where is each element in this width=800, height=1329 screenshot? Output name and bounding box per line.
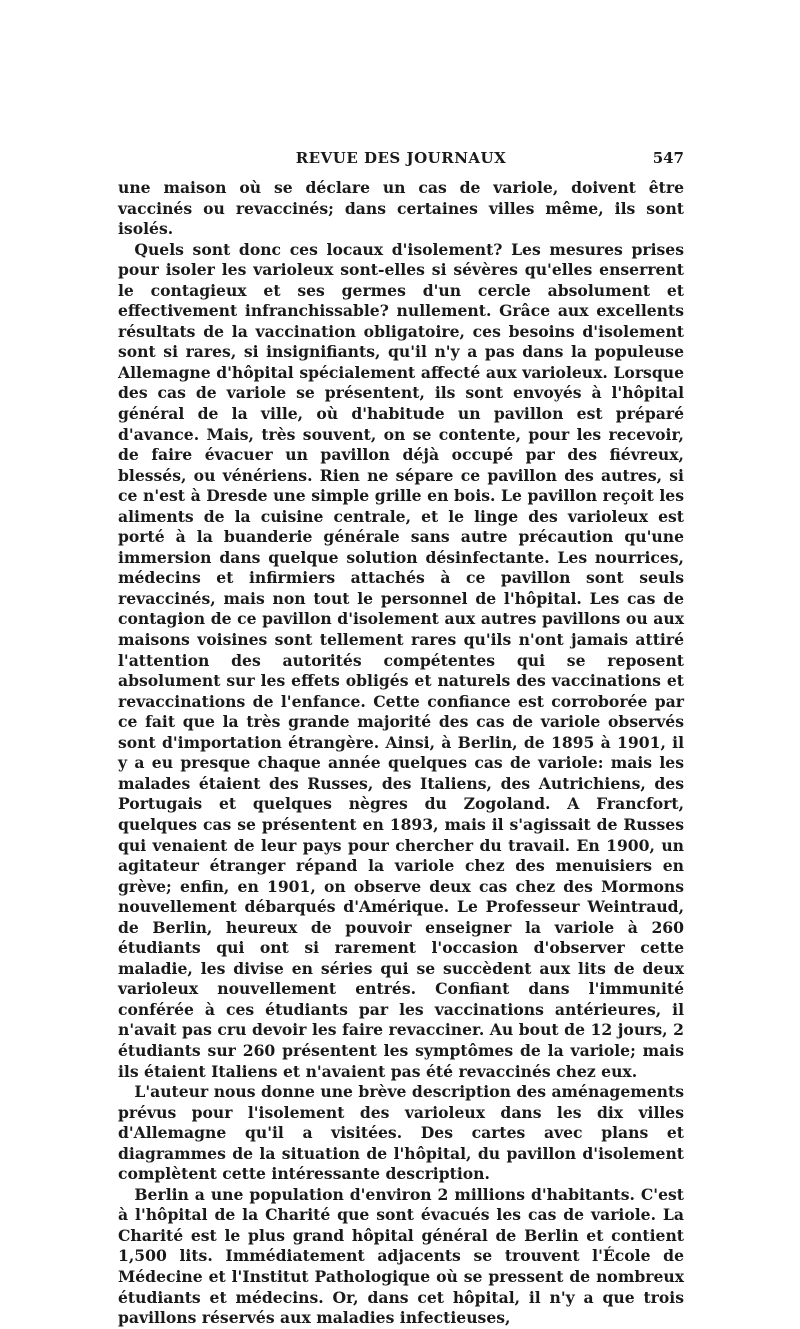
- running-title: REVUE DES JOURNAUX: [295, 149, 507, 167]
- body-text: [118, 178, 684, 1329]
- paragraph: L'auteur nous donne une brève description des aménagements prévus pour l'isolement des varioleux dans les dix villes d'Allemagne qu'il a visitées. Des cartes avec plans et diagrammes de la situation de l'hôpital, du pavillon d'isolement complètent cette intéressante description.: [118, 1082, 684, 1184]
- page-header: [118, 149, 684, 171]
- paragraph: une maison où se déclare un cas de variole, doivent être vaccinés ou revaccinés; dans certaines villes même, ils sont isolés.: [118, 178, 684, 239]
- paragraph: Berlin a une population d'environ 2 millions d'habitants. C'est à l'hôpital de la Charité que sont évacués les cas de variole. La Charité est le plus grand hôpital général de Berlin et contient 1,500 lits. Immédiatement adjacents se trouvent l'École de Médecine et l'Institut Pathologique où se pressent de nombreux étudiants et médecins. Or, dans cet hôpital, il n'y a que trois pavillons réservés aux maladies infectieuses,: [118, 1184, 684, 1328]
- page-number: 547: [652, 149, 684, 167]
- paragraph: Quels sont donc ces locaux d'isolement? Les mesures prises pour isoler les varioleux sont-elles si sévères qu'elles enserrent le contagieux et ses germes d'un cercle absolument et effectivement infranchissable? nullement. Grâce aux excellents résultats de la vaccination obligatoire, ces besoins d'isolement sont si rares, si insignifiants, qu'il n'y a pas dans la populeuse Allemagne d'hôpital spécialement affecté aux varioleux. Lorsque des cas de variole se présentent, ils sont envoyés à l'hôpital général de la ville, où d'habitude un pavillon est préparé d'avance. Mais, très souvent, on se contente, pour les recevoir, de faire évacuer un pavillon déjà occupé par des fiévreux, blessés, ou vénériens. Rien ne sépare ce pavillon des autres, si ce n'est à Dresde une simple grille en bois. Le pavillon reçoit les aliments de la cuisine centrale, et le linge des varioleux est porté à la buanderie générale sans autre précaution qu'une immersion dans quelque solution désinfectante. Les nourrices, médecins et infirmiers attachés à ce pavillon sont seuls revaccinés, mais non tout le personnel de l'hôpital. Les cas de contagion de ce pavillon d'isolement aux autres pavillons ou aux maisons voisines sont tellement rares qu'ils n'ont jamais attiré l'attention des autorités compétentes qui se reposent absolument sur les effets obligés et naturels des vaccinations et revaccinations de l'enfance. Cette confiance est corroborée par ce fait que la très grande majorité des cas de variole observés sont d'importation étrangère. Ainsi, à Berlin, de 1895 à 1901, il y a eu presque chaque année quelques cas de variole: mais les malades étaient des Russes, des Italiens, des Autrichiens, des Portugais et quelques nègres du Zogoland. A Francfort, quelques cas se présentent en 1893, mais il s'agissait de Russes qui venaient de leur pays pour chercher du travail. En 1900, un agitateur étranger répand la variole chez des menuisiers en grève; enfin, en 1901, on observe deux cas chez des Mormons nouvellement débarqués d'Amérique. Le Professeur Weintraud, de Berlin, heureux de pouvoir enseigner la variole à 260 étudiants qui ont si rarement l'occasion d'observer cette maladie, les divise en séries qui se succèdent aux lits de deux varioleux nouvellement entrés. Confiant dans l'immunité conférée à ces étudiants par les vaccinations antérieures, il n'avait pas cru devoir les faire revacciner. Au bout de 12 jours, 2 étudiants sur 260 présentent les symptômes de la variole; mais ils étaient Italiens et n'avaient pas été revaccinés chez eux.: [118, 239, 684, 1081]
